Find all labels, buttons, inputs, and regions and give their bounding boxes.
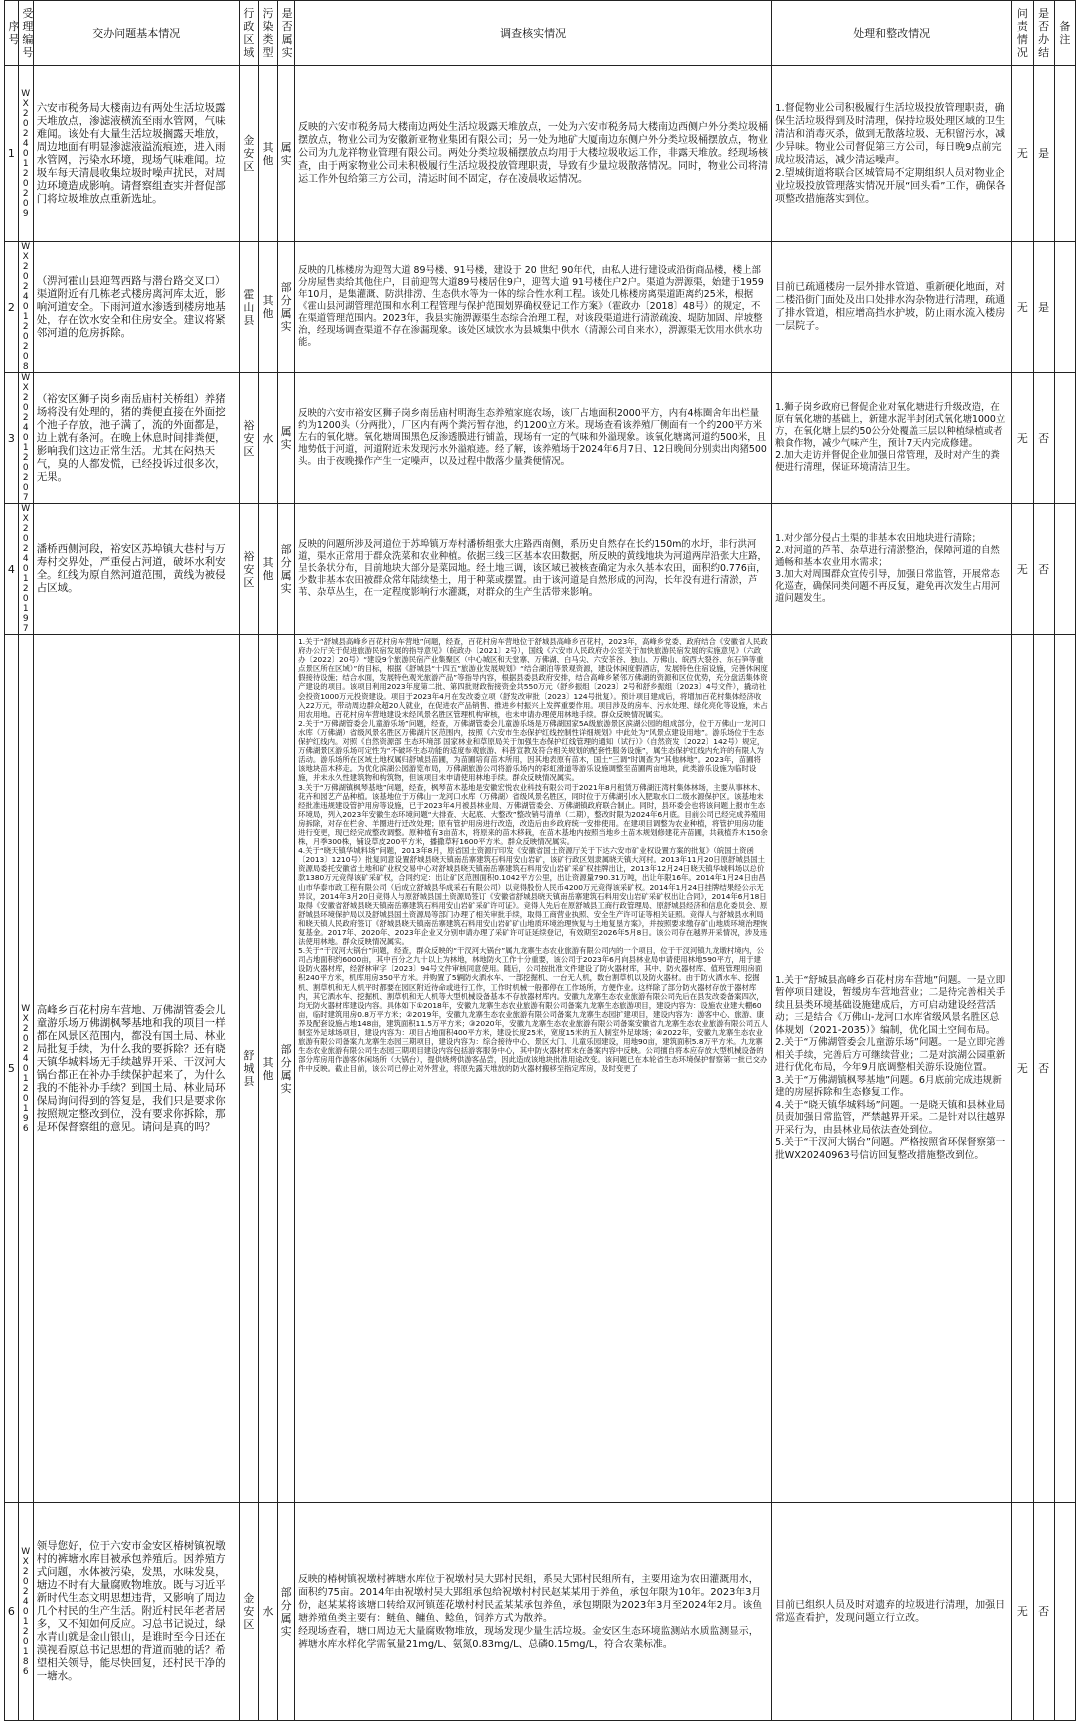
row-district: 霍山县	[239, 242, 258, 373]
header-remark: 备注	[1054, 1, 1075, 66]
row-district: 裕安区	[239, 373, 258, 504]
row-handling: 1.督促物业公司积极履行生活垃圾投放管理职责，确保生活垃圾得到及时清理，保持垃圾处理区域的卫生清洁和消毒灭杀，做到无散落垃圾、无积留污水，减少异味。物业公司督促第三方公司，每日晚9点前完成垃圾清运，减少清运噪声。 2.望城街道将联合区城管局不定期组织人员对物业企业垃圾投放管理落实情况开展“回头看”工作，确保各项整改措施落实到位。	[772, 66, 1012, 242]
row-verified: 部分属实	[278, 1503, 295, 1721]
row-pollution: 水	[258, 1503, 277, 1721]
row-seq: 3	[5, 373, 19, 504]
row-pollution: 其他	[258, 242, 277, 373]
row-remark	[1054, 1503, 1075, 1721]
row-handling: 目前已疏通楼房一层外排水管道、重新硬化地面，对二楼沿街门面处及出口处排水沟杂物进行清理，疏通了排水管道，相应增高挡水护坡，防止雨水流入楼房一层院子。	[772, 242, 1012, 373]
row-verified: 部分属实	[278, 242, 295, 373]
row-investigation: 反映的椿树镇祝墩村裤塘水库位于祝墩村吴大郢村民组，系吴大郢村民组所有，主要用途为农田灌溉用水，面积约75亩。2014年由祝墩村吴大郢组承包给祝墩村村民赵某某用于养鱼，承包年限为10年。2023年3月份，赵某某将该塘口转给双河镇莲花墩村村民孟某某承包养鱼，承包期限为2023年3月至2024年2月。该鱼塘养殖鱼类主要有：鲢鱼、鳙鱼、鲶鱼，饲养方式为散养。 经现场查看，塘口周边无大量腐败物堆放，现场发现少量生活垃圾。金安区生态环境监测站水质监测显示，裤塘水库水样化学需氧量21mg/L、氨氮0.83mg/L、总磷0.15mg/L，符合农業标准。	[295, 1503, 772, 1721]
header-row	[5, 1, 1076, 66]
header-completed: 是否办结	[1033, 1, 1054, 66]
header-investigation: 调查核实情况	[295, 1, 772, 66]
row-seq: 4	[5, 504, 19, 635]
row-handling: 1.对少部分侵占土渠的非基本农田地块进行清除； 2.对河道的芦苇、杂草进行清淤整治，保障河道的自然通畅和基本农业用水需求； 3.加大对周围群众宣传引导，加强日常监管，开展常态化巡查，确保同类问题不再反复，避免再次发生占用河道问题发生。	[772, 504, 1012, 635]
row-id: WX20240120208	[18, 242, 33, 373]
row-remark	[1054, 66, 1075, 242]
row-handling: 1.关于“舒城县高峰乡百花村房车营地”问题。一是立即暂停项目建设，暂缓房车营地营业；二是待完善相关手续且县类环境基础设施建成后，方可启动建设经营活动；三是结合《万佛山-龙河口水库省级风景名胜区总体规划（2021-2035）》编制，优化国土空间布局。 2.关于“万佛湖管委会儿童游乐场”问题。一是立即完善相关手续，完善后方可继续营业；二是对滨湖公园重新进行优化布局，今年9月底调整相关游乐设施位置。 3.关于“万佛湖镇枫琴基地”问题。6月底前完成违规新建的房屋拆除和生态修复工作。 4.关于“晓天镇华城料场”问题。一是晓天镇和县林业局员责加强日常监管，严禁越界开采。二是针对以往越界开采行为，由县林业局依法查处到位。 5.关于“干汊河大锅台”问题。严格按照省环保督察第一批WX20240963号信访回复整改措施整改到位。	[772, 635, 1012, 1503]
row-remark	[1054, 504, 1075, 635]
header-id: 受理编号	[18, 1, 33, 66]
header-district: 行政区域	[239, 1, 258, 66]
header-handling: 处理和整改情况	[772, 1, 1012, 66]
row-id: WX20240120197	[18, 504, 33, 635]
table-row	[5, 504, 1076, 635]
row-district: 裕安区	[239, 504, 258, 635]
row-basic: 领导您好，位于六安市金安区椿树镇祝墩村的裤塘水库目被承包养殖后。因养殖方式问题，水体被污染，发黑，水味发臭，塘边不时有大量腐败物堆放。既与习近平新时代生态文明思想违背，又影响了周边几个村民的生产生活。附近村民年老者居多，又不知如何反应。习总书记说过，绿水青山就是金山银山，是谁时至今日还在漠视看原总书记思想的背道而驰的话？希望相关领导，能尽快回复，还村民干净的一塘水。	[33, 1503, 239, 1721]
row-id: WX20240120209	[18, 66, 33, 242]
table-row	[5, 66, 1076, 242]
table-row	[5, 373, 1076, 504]
row-seq: 2	[5, 242, 19, 373]
row-accountability: 无	[1012, 1503, 1033, 1721]
row-remark	[1054, 373, 1075, 504]
row-pollution: 其他	[258, 635, 277, 1503]
row-accountability: 无	[1012, 373, 1033, 504]
row-district: 金安区	[239, 1503, 258, 1721]
table-row	[5, 1503, 1076, 1721]
header-accountability: 问责情况	[1012, 1, 1033, 66]
row-completed: 否	[1033, 504, 1054, 635]
row-remark	[1054, 635, 1075, 1503]
row-completed: 否	[1033, 1503, 1054, 1721]
row-completed: 否	[1033, 635, 1054, 1503]
row-district: 金安区	[239, 66, 258, 242]
row-handling: 目前已组织人员及时对遗弃的垃圾进行清理，加强日常巡查看护，发现问题立行立改。	[772, 1503, 1012, 1721]
row-verified: 部分属实	[278, 635, 295, 1503]
row-pollution: 其他	[258, 504, 277, 635]
row-accountability: 无	[1012, 66, 1033, 242]
row-remark	[1054, 242, 1075, 373]
row-verified: 属实	[278, 66, 295, 242]
row-accountability: 无	[1012, 635, 1033, 1503]
row-investigation: 1.关于“舒城县高峰乡百花村房车营地”问题，经查，百花村房车营地位于舒城县高峰乡百花村，2023年，高峰乡党委、政府结合《安徽省人民政府办公厅关于促进旅游民宿发展的指导意见》（皖政办〔2021〕2号），国线《六安市人民政府办公室关于加快旅游民宿发展的实施意见》（六政办〔2022〕20号）“建设9个旅游民宿产业集聚区（中心城区和天堂寨、万佛湖、白马尖、六安茶谷、独山、万佛山、皖西大裂谷、东石笋等重点景区所在区域）”的目标，根据《舒城县“十四五”旅游业发展规划》“结合湖泊等景观资源，建设休闲度假酒店，发展特色住宿设施，完善休闲度假接待设施；结合水面，发展特色观光旅游产品”等指导内容，根据县委县政府安排，结合高峰乡紧邻万佛湖的资源和区位优势，充分盘活集体资产建设的项目。该项目利用2023年度第二批、第四批财政衔接资金共550万元（舒乡振组〔2023〕2号和舒乡振组〔2023〕4号文件），撬动社会投资1000万元投资建设。项目于2023年4月在发改委立项（舒发改审批〔2023〕124号批复）。预计项目建成后，将增加百花村集体经济收入22万元，带动周边群众超20人就业，在促进农产品销售、推进乡村振兴上发挥重要作用。项目涉及的房车、污水处理、绿化亮化等设施，未占用农用地。百花村房车营地建设未经风景名胜区管理机构审核，也未申请办理使用林地手续。群众反映情况属实。 2.关于“万佛湖管委会儿童游乐场”问题，经查，万佛湖管委会儿童游乐场是万佛湖国家5A级旅游景区滨湖公园的组成部分，位于万佛山一龙河口水库（万佛湖）省级风景名胜区万佛湖片区范围内，按照《六安市生态保护红线控制性详细规划》中此处为“风景点建设用地”。游乐场位于生态保护红线内。对照《自然资源部 生态环境部 国家林业和草原局关于加强生态保护红线管理的通知（试行）》（自然资发〔2022〕142号）规定，万佛湖景区游乐场可定性为“不破坏生态功能的适度参观旅游、科普宣教及符合相关规划的配套性服务设施”，属生态保护红线内允许的有限人为活动。游乐场所在区域土地权属归舒城县苗圃，为苗圃培育苗木所用，因其地表原有苗木，国土“三调”时调查为“其他林地”。2023年，苗圃将该地块苗木移走。为优化滨湖公园游览布局，万佛湖旅游公司将游乐场内的彩虹滑道等游乐设施调整至苗圃两亩地块，此类游乐设施为临时设施，并未永久性建筑物和构筑物，但该项目未申请使用林地手续。群众反映情况属实。 3.关于“万佛湖镇枫琴基地”问题，经查，枫琴苗木基地是安徽宏悦农业科技有限公司于2021年8月租赁万佛湖汪湾村集体林场，主要从事林木、花卉和园艺产品种植。该基地位于万佛山一龙河口水库（万佛湖）省级风景名胜区，同时位于万佛湖引水入肥取水口二级水源保护区。该基地未经批准违规建设管护用房等设施，已于2023年4月被县林业局、万佛湖管委会、万佛湖镇政府联合制止。同时，县环委会也将该问题上报市生态环境局，列入2023年安徽生态环境问题“大排查、大起底、大整改”整改销号清单（二期），整改时限为2024年6月底。目前公司已经完成养殖用房拆除，对存在栏舍、羊圈进行迁改处理；原有管护用房进行改造，改造后由乡政府统一安排使用。在建项目调整为农业种植，将管护用房功能进行变更，现已经完成整改调整。原种植有3亩苗木，将原来的苗木移栽，在苗木基地内按照当地乡土苗木规划修建花卉苗圃，共栽植乔木150余株，月季300株，铺设草皮200平方米，播撒草籽1600平方米。群众反映情况属实。 4.关于“晓天镇华城料场”问题，2013年8月，原省国土资源厅印发《安徽省国土资源厅关于下达六安市矿业权设置方案的批复》（皖国土资函〔2013〕1210号）批复同意设置舒城县晓天镇南岳寨建筑石料用安山岩矿，该矿行政区划隶属晓天镇大河村。2013年11月20日原舒城县国土资源局委托安徽省土地和矿业权交易中心对舒城县晓天镇南岳寨建筑石料用安山岩矿采矿权挂牌出让，2013年12月24日晓天镇华城料场以总价款1380万元竞得该矿采矿权，合同约定：出让矿区范围面积0.1042平方公里，出让资源量790.31万吨，出让年限16年。2014年1月24日由昌山市华泰市政工程有限公司（后成立舒城县华成采石有限公司）以竞得股份人民币4200万元竞得该采矿权。2014年1月24日挂牌结果经公示无异议，2014年3月20日竞得人与原舒城县国土资源局签订《安徽省舒城县晓天镇南岳寨建筑石料用安山岩矿采矿权出让合同》，2014年6月18日取得《安徽省舒城县晓天镇南岳寨建筑石料用安山岩矿采矿许可证》。竞得人先后在原舒城县工商行政管理局、原舒城县经济和信息化委员会、原舒城县环境保护局以及舒城县国土资源局等部门办理了相关审批手续，取得工商营业执照、安全生产许可证等相关证照。竞得人与舒城县水利局和晓天镇人民政府签订《舒城县晓天镇南岳寨建筑石料用安山岩矿矿山地质环境治理恢复与土地复垦方案》，并按照要求缴存矿山地质环境治理恢复基金。2017年、2020年、2023年企业又分别申请办理了采矿许可证延续登记，有效期至2026年5月8日。该公司存在越界开采情况，涉及违法使用林地。群众反映情况属实。 5.关于“干汊河大锅台”问题，经查，群众反映的“干汊河大锅台”属九龙寨生态农业旅游有限公司内的一个项目，位于干汊河镇九龙墩村境内，公司占地面积约6000亩，其中百分之九十以上为林地，林地防火工作十分重要，该公司于2023年6月向县林业局申请使用林地590平方，用于建设防火器材库，经舒林审字〔2023〕94号文件审核同意使用。随后，公司按批准文件建设了防火器材库，其中、防火器材库、值班管理用房面积240平方米，机库用房350平方米。并购置了5辆防火洒水车、一部挖掘机、一台无人机，数台割草机以及防火器材。由于防火洒水车、挖掘机、割草机和无人机平时都要在园区附近待命或进行工作，工作时机械一般都停在工作场所，方便作业。这样除了部分防火器材存放于器材库内，其它洒水车、挖掘机、割草机和无人机等大型机械设备基本不存放器材库内。安徽九龙寨生态农业旅游有限公司先后在县发改委备案四次，均无防火器材库建设内容。具体如下①2018年，安徽九龙寨生态农业旅游有限公司备案九龙寨生态旅游项目，建设内容为：设施农业建大棚60亩，临时建筑用房0.8万平方米；②2019年，安徽九龙寨生态农业旅游有限公司备案九龙寨生态园扩建项目，建设内容为：游客中心、旅游、康养及配套设施占地148亩，建筑面积11.5万平方米；③2020年，安徽九龙寨生态农业旅游有限公司备案安徽省九龙寨生态农业旅游有限公司五人制室外足球场项目，建设内容为：项目占地面积400平方米，建设长度25米，宽度15米的五人制室外足球场；④2022年，安徽九龙寨生态农业旅游有限公司备案九龙寨生态园三期项目，建设内容为：综合接待中心、景区大门、儿童乐园建设，用地90亩，建筑面积5.8万平方米。九龙寨生态农业旅游有限公司生态园三期项目建设内容包括游客服务中心，其中防火器材库未在备案内容中反映。公司擅自将本应存放大型机械设备的部分库房用作游客休闲场所（大锅台），提供烧烤供游客品尝，因此造成该地块批准用途改变。该问题已在本轮省生态环境保护督察第一批已交办件中反映。截止目前，该公司已停止对外营业，将原先露天堆放的防火器材搬移至指定库房，及时变更了	[295, 635, 772, 1503]
row-basic: 高峰乡百花村房车营地、万佛湖管委会儿童游乐场万佛湖枫琴基地和我的项目一样都在风景区范围内，都没有国土局、林业局批复手续，为什么我的要拆除？还有晓天镇华城料场无手续越界开采、干汊河大锅台都正在补办手续保护起来了，为什么我的不能补办手续？到国土局、林业局环保局询问得到的答复是，我们只是要求你按照规定整改到位，没有要求你拆除，那是环保督察组的意见。请问是真的吗？	[33, 635, 239, 1503]
row-handling: 1.狮子岗乡政府已督促企业对氧化塘进行升级改造，在原有氧化塘的基础上，新建水泥半封闭式氧化塘1000立方，在氧化塘上层约50公分处覆盖三层以种植绿植或者粮食作物，减少气味产生，预计7天内完成修建。 2.加大走访并督促企业加强日常管理，及时对产生的粪便进行清理，保证环境清洁卫生。	[772, 373, 1012, 504]
header-basic: 交办问题基本情况	[33, 1, 239, 66]
row-id: WX20240120207	[18, 373, 33, 504]
table-row	[5, 242, 1076, 373]
row-verified: 部分属实	[278, 504, 295, 635]
row-id: WX20240120196	[18, 635, 33, 1503]
row-basic: 六安市税务局大楼南边有两处生活垃圾露天堆放点，渗滤液横流至雨水管网，气味难闻。该处有大量生活垃圾搁露天堆放，周边地面有明显渗滤液溢流痕迹，进入雨水管网，污染水环境，现场气味难闻。垃圾车每天清晨收集垃圾时噪声扰民，对周边环境造成影响。请督察组查实并督促部门将垃圾堆放点重新选址。	[33, 66, 239, 242]
row-pollution: 水	[258, 373, 277, 504]
row-investigation: 反映的六安市税务局大楼南边两处生活垃圾露天堆放点，一处为六安市税务局大楼南边西侧户外分类垃圾桶摆放点，物业公司为安徽新亚物业集团有限公司；另一处为地矿大厦南边东侧户外分类垃圾桶摆放点，物业公司为九龙祥物业管理有限公司。两处分类垃圾桶摆放点均用于大楼垃圾收运工作，非露天堆放。经现场核查，由于两家物业公司未积极履行生活垃圾投放管理职责，导致有少量垃圾散落情况。同时，物业公司将清运工作外包给第三方公司，清运时间不固定，存在凌晨收运情况。	[295, 66, 772, 242]
header-pollution: 污染类型	[258, 1, 277, 66]
row-seq: 1	[5, 66, 19, 242]
row-investigation: 反映的几栋楼房为迎驾大道 89号楼、91号楼，建设于 20 世纪 90年代，由私人进行建设或沿街商品楼，楼上部分房屋售卖给其他住户，目前迎驾大道89号楼居住9户，迎驾大道 91号楼住户2户。渠道为淠源渠，始建于1959年10月，是集灌溉、防洪排涝、生态供水等为一体的综合性水利工程。该处几栋楼房离渠道距离约25米，根据《霍山县河湖管理范围和水利工程管理与保护范围划界确权登记工作方案》（霍政办〔2018〕48号）的规定，不在渠道管理范围内。2023年，我县实施淠源渠生态综合治理工程，对该段渠道进行清淤疏浚、堤防加固、岸坡整治，经现场调查渠道不存在渗漏现象。该处区域饮水为县城集中供水（清源公司自来水），淠源渠无饮用水供水功能。	[295, 242, 772, 373]
row-investigation: 反映的问题所涉及河道位于苏埠镇万寿村潘桥组张大庄路西南侧，系历史自然存在长约150m的水圩，非行洪河道，渠水正常用于群众洗菜和农业种植。依据三线三区基本农田数据，所反映的黄线地块为河道两岸沿张大庄路，呈长条状分布，目前地块大部分是菜园地。经土地三调，该区域已被核查确定为永久基本农田，面积约0.776亩，少数非基本农田被群众常年陆续垫土，用于种菜或摆置。由于该河道是自然形成的河沟，长年没有进行清淤，芦苇、杂草丛生，在一定程度影响行水灌溉，对群众的生产生活带来影响。	[295, 504, 772, 635]
header-verified: 是否属实	[278, 1, 295, 66]
row-completed: 否	[1033, 373, 1054, 504]
row-accountability: 无	[1012, 242, 1033, 373]
row-basic: 潘桥西侧河段，裕安区苏埠镇大巷村与万寿村交界处，严重侵占河道，破坏水利安全。红线为原自然河道范围，黄线为被侵占区域。	[33, 504, 239, 635]
row-investigation: 反映的六安市裕安区狮子岗乡南岳庙村明海生态养殖家庭农场，该厂占地面积2000平方，内有4栋圈舍年出栏量约为1200头（分两批），厂区内有两个粪污暂存池，约1200立方米。现场查看该养殖厂侧面有一个约200平方米左右的氧化塘。氧化塘周围黑色反渗透膜进行铺盖，现场有一定的气味和外溢现象。该氧化塘离河道约500米，且地势低于河道，河道附近未发现污水外溢痕迹。经了解，该养殖场于2024年6月7日、12日晚间分别卖出肉猪500头。由于夜晚操作产生一定噪声，以及过程中散落少量粪便情况。	[295, 373, 772, 504]
row-accountability: 无	[1012, 504, 1033, 635]
row-seq: 5	[5, 635, 19, 1503]
row-district: 舒城县	[239, 635, 258, 1503]
row-basic: （裕安区狮子岗乡南岳庙村关桥组）养猪场将没有处理的，猪的粪便直接在外面挖个池子存放，池子满了，流的外面都是，边上就有条河。在晚上休息时间排粪便，影响我们这边正常生活。尤其在闷热天气，臭的人都发慌，已经投诉过很多次，无果。	[33, 373, 239, 504]
header-seq: 序号	[5, 1, 19, 66]
complaint-table	[4, 0, 1076, 1721]
row-pollution: 其他	[258, 66, 277, 242]
row-completed: 是	[1033, 66, 1054, 242]
row-verified: 属实	[278, 373, 295, 504]
row-basic: （淠河霍山县迎驾西路与潜台路交叉口）渠道附近有几栋老式楼房离河库太近，影响河道安全。下雨河道水渗透到楼房地基处，存在饮水安全和住房安全。建议将紧邻河道的危房拆除。	[33, 242, 239, 373]
row-completed: 是	[1033, 242, 1054, 373]
table-row	[5, 635, 1076, 1503]
row-id: WX20240120186	[18, 1503, 33, 1721]
row-seq: 6	[5, 1503, 19, 1721]
